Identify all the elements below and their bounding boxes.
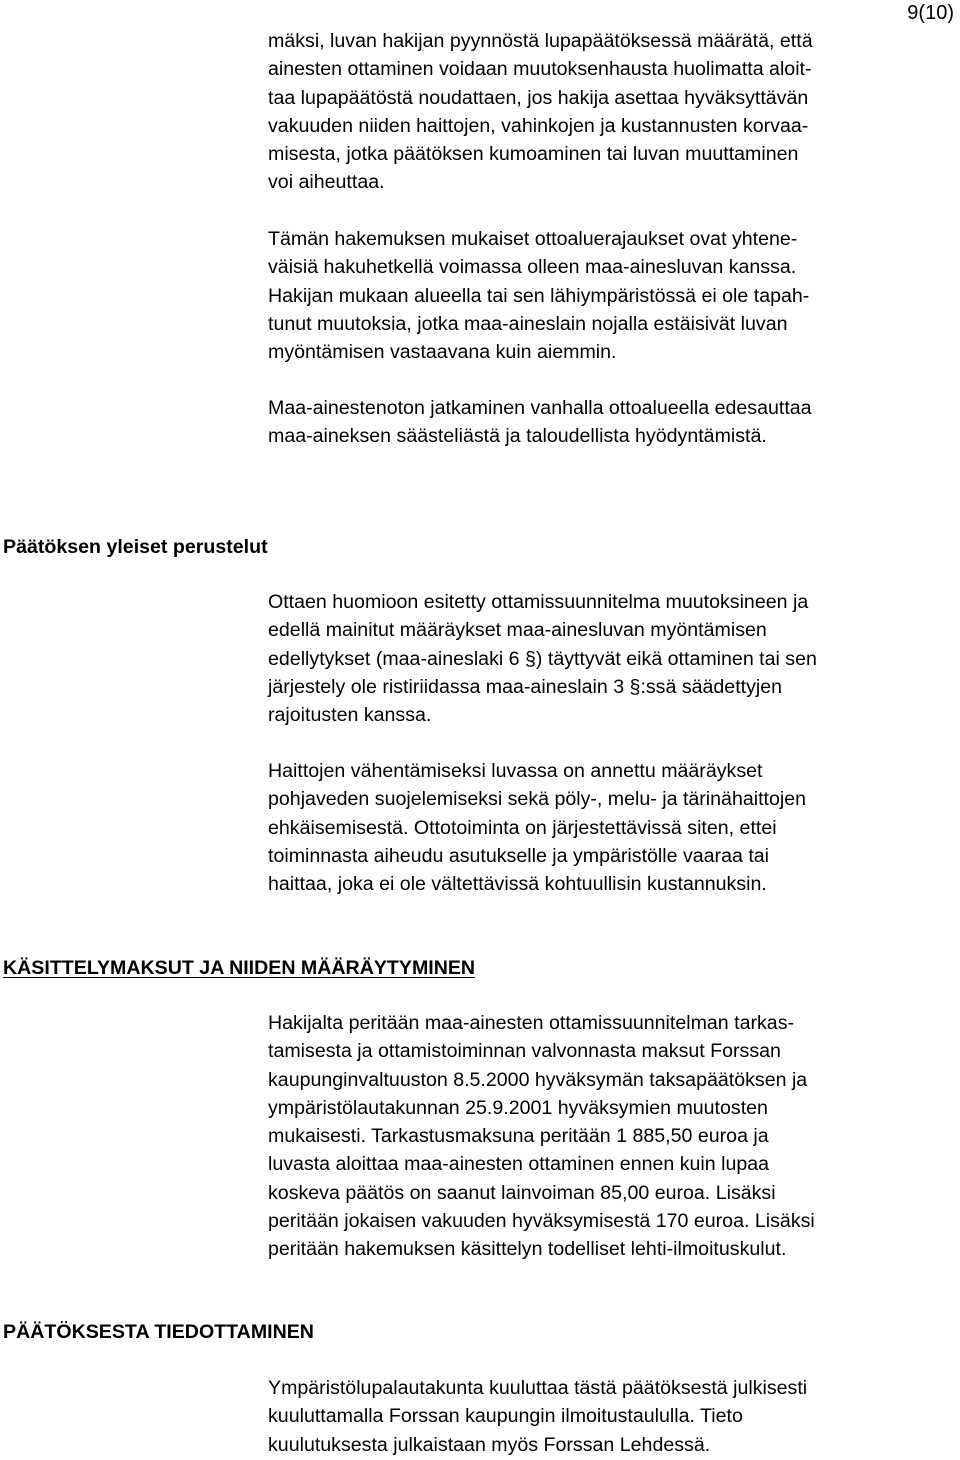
text-line: misesta, jotka päätöksen kumoaminen tai luvan muuttaminen [268, 143, 799, 166]
text-line: Hakijalta peritään maa-ainesten ottamissuunnitelman tarkas- [268, 1012, 795, 1034]
text-line: taa lupapäätöstä noudattaen, jos hakija asettaa hyväksyttävän [268, 86, 809, 109]
text-line: tunut muutoksia, jotka maa-aineslain nojalla estäisivät luvan [268, 312, 788, 335]
text-line: kaupunginvaltuuston 8.5.2000 hyväksymän taksapäätöksen ja [268, 1068, 808, 1091]
text-line: rajoitusten kanssa. [268, 704, 432, 727]
paragraph-processing-fees [268, 1009, 958, 1264]
text-line: edellä mainitut määräykset maa-ainesluvan myöntämisen [268, 619, 767, 642]
text-line: Haittojen vähentämiseksi luvassa on annettu määräykset [268, 760, 763, 782]
text-line: haittaa, joka ei ole vältettävissä kohtuullisin kustannuksin. [268, 873, 767, 896]
text-line: vakuuden niiden haittojen, vahinkojen ja kustannusten korvaa- [268, 114, 809, 137]
text-line: ainesten ottaminen voidaan muutoksenhausta huolimatta aloit- [268, 58, 812, 81]
paragraph-nuisance-reduction [268, 757, 958, 898]
text-line: järjestely ole ristiriidassa maa-aineslain 3 §:ssä säädettyjen [268, 675, 783, 698]
paragraph-continued-extraction [268, 394, 958, 451]
text-line: voi aiheuttaa. [268, 171, 385, 194]
heading-general-grounds: Päätöksen yleiset perustelut [3, 536, 268, 558]
text-line: peritään hakemuksen käsittelyn todelliset lehti-ilmoituskulut. [268, 1238, 787, 1261]
paragraph-general-grounds [268, 588, 958, 729]
text-line: Tämän hakemuksen mukaiset ottoaluerajaukset ovat yhtene- [268, 228, 798, 250]
text-line: peritään jokaisen vakuuden hyväksymisestä 170 euroa. Lisäksi [268, 1210, 815, 1233]
page-number: 9(10) [907, 2, 954, 24]
heading-processing-fees: KÄSITTELYMAKSUT JA NIIDEN MÄÄRÄYTYMINEN [3, 957, 476, 979]
text-line: edellytykset (maa-aineslaki 6 §) täyttyvät eikä ottaminen tai sen [268, 647, 817, 670]
text-line: Ottaen huomioon esitetty ottamissuunnitelma muutoksineen ja [268, 591, 809, 613]
paragraph-area-boundaries [268, 225, 958, 366]
text-line: Hakijan mukaan alueella tai sen lähiympäristössä ei ole tapah- [268, 284, 810, 307]
text-line: kuulutuksesta julkaistaan myös Forssan Lehdessä. [268, 1433, 711, 1456]
text-line: luvasta aloittaa maa-ainesten ottaminen ennen kuin lupaa [268, 1153, 770, 1176]
text-line: Maa-ainestenoton jatkaminen vanhalla ottoalueella edesauttaa [268, 397, 812, 419]
text-line: mäksi, luvan hakijan pyynnöstä lupapäätöksessä määrätä, että [268, 30, 813, 52]
text-line: tamisesta ja ottamistoiminnan valvonnasta maksut Forssan [268, 1040, 781, 1063]
paragraph-permit-security [268, 27, 958, 197]
text-line: mukaisesti. Tarkastusmaksuna peritään 1 885,50 euroa ja [268, 1125, 769, 1148]
text-line: myöntämisen vastaavana kuin aiemmin. [268, 341, 617, 364]
text-line: väisiä hakuhetkellä voimassa olleen maa-ainesluvan kanssa. [268, 256, 797, 279]
text-line: kuuluttamalla Forssan kaupungin ilmoitustaululla. Tieto [268, 1405, 743, 1428]
paragraph-decision-notification [268, 1374, 958, 1459]
text-line: pohjaveden suojelemiseksi sekä pöly-, melu- ja tärinähaittojen [268, 788, 807, 811]
text-line: ympäristölautakunnan 25.9.2001 hyväksymien muutosten [268, 1096, 768, 1119]
text-line: Ympäristölupalautakunta kuuluttaa tästä päätöksestä julkisesti [268, 1377, 808, 1399]
text-line: maa-aineksen säästeliästä ja taloudellista hyödyntämistä. [268, 425, 767, 448]
heading-decision-notification: PÄÄTÖKSESTA TIEDOTTAMINEN [3, 1321, 314, 1343]
text-line: toiminnasta aiheudu asutukselle ja ympäristölle vaaraa tai [268, 844, 770, 867]
text-line: koskeva päätös on saanut lainvoiman 85,00 euroa. Lisäksi [268, 1181, 776, 1204]
text-line: ehkäisemisestä. Ottotoiminta on järjestettävissä siten, ettei [268, 816, 777, 839]
